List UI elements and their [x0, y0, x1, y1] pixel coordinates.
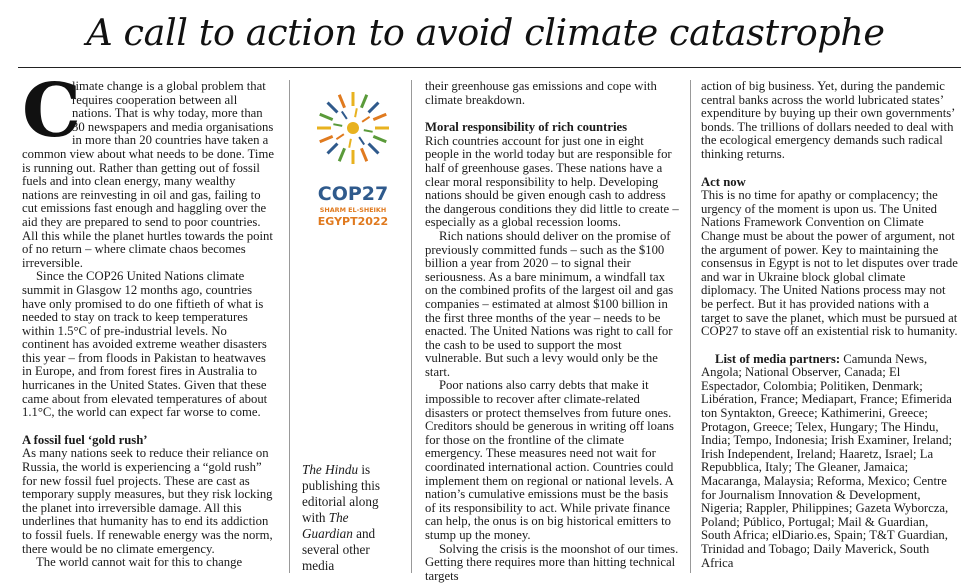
media-partners-label: List of media partners:: [715, 351, 841, 366]
section-subheading: A fossil fuel ‘gold rush’: [22, 432, 148, 447]
publication-note: The Hindu is publishing this editorial along with The Guardian and several other media: [302, 462, 381, 573]
sun-rays-icon: [317, 92, 389, 164]
column-1: [22, 68, 274, 573]
media-partners-list: List of media partners: Camunda News, Angola; National Observer, Canada; El Espectador, Colombia; Politiken, Denmark; Libération, France; Mediapart, France; Efimerida ton Syntakton, Greece; Kathimerini, Greece; Protagon, Greece; Telex, Hungary; The Hindu, India; Tempo, Indonesia; Irish Examiner, Ireland; Irish Independent, Ireland; Haaretz, Israel; La Repubblica, Italy; The Gleaner, Jamaica; Macaranga, Malaysia; Reforma, Mexico; Centre for Journalism Innovation & Development, Nigeria; Rappler, Philippines; Gazeta Wyborcza, Poland; Público, Portugal; Mail & Guardian, South Africa; elDiario.es, Spain; T&T Guardian, Trinidad and Tobago; Daily Maverick, South Africa: [701, 351, 952, 570]
logo-title: COP27: [317, 183, 389, 205]
intro-paragraph: limate change is a global problem that requires cooperation between all nations. That is why today, more than 30 newspapers and media organisations in more than 20 countries have taken a common view about what needs to be done. Time is running out. Rather than getting out of fossil fuels and into clean energy, many wealthy nations are reinvesting in oil and gas, failing to cut emissions fast enough and haggling over the aid they are prepared to send to poor countries. All this while the planet hurtles towards the point of no return – where climate chaos becomes irreversible.: [22, 79, 274, 270]
body-paragraph: Rich countries account for just one in eight people in the world today but are responsible for half of greenhouse gases. These nations have a clear moral responsibility to help. Developing nations should be given enough cash to address the dangerous conditions they did little to create – especially as a global recession looms.: [425, 133, 679, 230]
body-paragraph: The world cannot wait for this to change: [36, 555, 243, 570]
column-divider: [690, 80, 691, 573]
publication-name: The Guardian: [302, 510, 353, 541]
section-subheading: Act now: [701, 174, 746, 189]
section-subheading: Moral responsibility of rich countries: [425, 120, 628, 135]
body-paragraph: Since the COP26 United Nations climate summit in Glasgow 12 months ago, countries have only promised to do one fiftieth of what is needed to stay on track to keep temperatures within 1.5°C of pre-industrial levels. No continent has avoided extreme weather disasters this year – from floods in Pakistan to heatwaves in Europe, and from forest fires in Australia to hurricanes in the United States. Given that these came about from elevated temperatures of about 1.1°C, the world can expect far worse to come.: [22, 269, 268, 420]
body-paragraph: Poor nations also carry debts that make it impossible to recover after climate-related disasters or protect themselves from future ones. Creditors should be generous in writing off loans for those on the frontline of the climate emergency. These measures need not wait for coordinated international action. Countries could implement them on regional or national levels. A nation’s cumulative emissions must be the basis of its responsibility to act. While private finance can help, the onus is on big historical emitters to stump up the money.: [425, 378, 674, 542]
headline: A call to action to avoid climate catastrophe: [86, 11, 885, 54]
body-paragraph: Rich nations should deliver on the promise of previously committed funds – such as the $100 billion a year from 2020 – to signal their seriousness. As a bare minimum, a windfall tax on the combined profits of the largest oil and gas companies – estimated at almost $100 billion in the first three months of the year – needs to be enacted. The United Nations was right to call for the cash to be used to support the most vulnerable. But such a levy would only be the start.: [425, 228, 674, 379]
column-4: [701, 80, 959, 573]
column-divider: [411, 80, 412, 573]
cop27-logo: [316, 80, 390, 240]
column-3: [425, 79, 680, 583]
body-paragraph: This is no time for apathy or complacency; the urgency of the moment is upon us. The United Nations Framework Convention on Climate Change must be about the power of argument, not the argument of power. Key to maintaining the consensus in Egypt is not to let disputes over trade and war in Ukraine block global climate diplomacy. The United Nations process may not be perfect. But it has provided nations with a target to save the planet, which must be pursued at COP27 to stave off an existential risk to humanity.: [701, 188, 958, 339]
logo-year: EGYPT2022: [317, 215, 389, 228]
body-paragraph: their greenhouse gas emissions and cope with climate breakdown.: [425, 79, 657, 107]
column-divider: [289, 80, 290, 573]
column-2: [302, 80, 397, 573]
body-paragraph: As many nations seek to reduce their reliance on Russia, the world is experiencing a “gold rush” for new fossil fuel projects. These are cast as temporary supply measures, but they risk locking the planet into irreversible damage. All this underlines that humanity has to end its addiction to fossil fuels. If renewable energy was the norm, there would be no climate emergency.: [22, 446, 273, 556]
body-paragraph: Solving the crisis is the moonshot of our times. Getting there requires more than hitting technical targets: [425, 541, 679, 583]
publication-name: The Hindu: [302, 462, 359, 477]
body-paragraph: action of big business. Yet, during the pandemic central banks across the world lubricated states’ expenditure by buying up their own governments’ bonds. The trillions of dollars needed to deal with the ecological emergency demands such radical thinking returns.: [701, 79, 955, 161]
drop-cap: C: [22, 68, 81, 154]
headline-rule: [18, 67, 961, 68]
logo-location: SHARM EL-SHEIKH: [319, 206, 387, 214]
